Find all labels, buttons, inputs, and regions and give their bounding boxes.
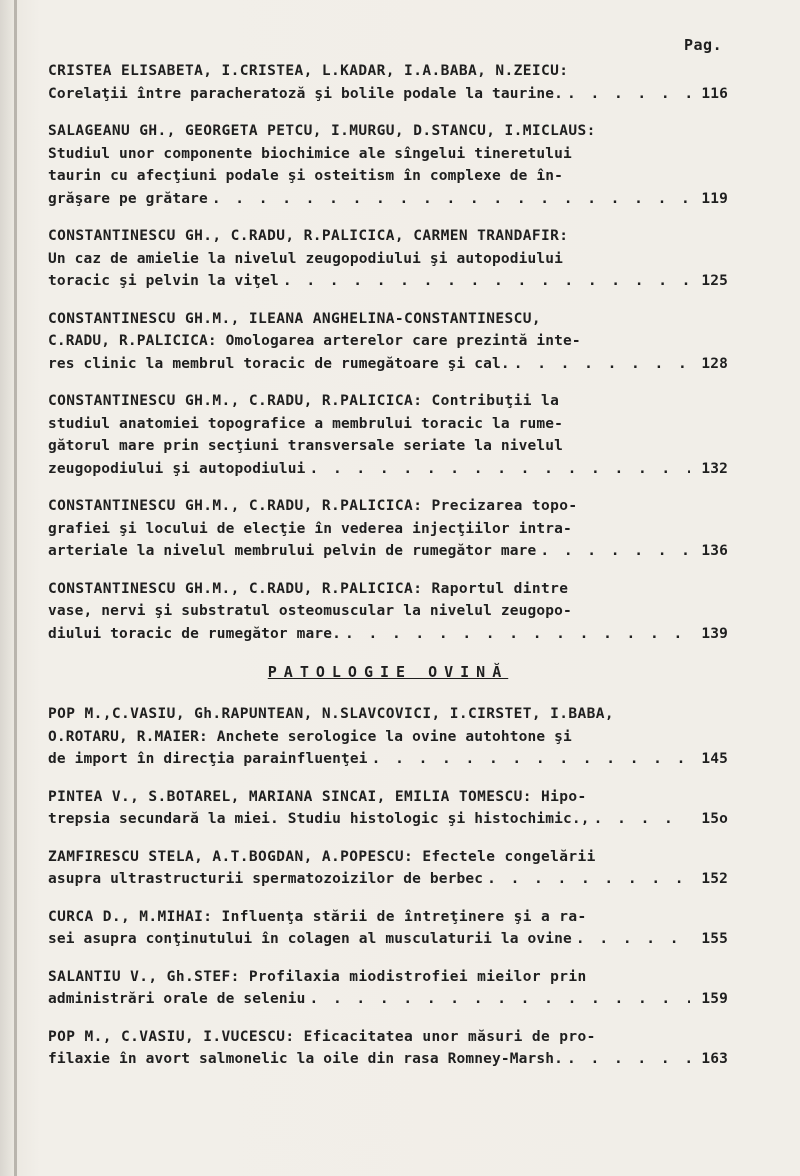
toc-entry-title-line: toracic şi pelvin la viţel	[48, 273, 279, 289]
toc-entry-authors: CRISTEA ELISABETA, I.CRISTEA, L.KADAR, I.A.BABA, N.ZEICU:	[48, 63, 569, 79]
toc-entry	[48, 308, 728, 376]
toc-entry-last-line	[48, 868, 728, 891]
dot-leader	[212, 188, 690, 211]
dot-leader	[567, 1048, 690, 1071]
toc-entry-authors: CONSTANTINESCU GH.M., ILEANA ANGHELINA-CONSTANTINESCU,	[48, 310, 542, 327]
toc-entry-title-line: studiul anatomiei topografice a membrului toracic la rume-	[48, 415, 564, 432]
toc-entry-title-line: taurin cu afecţiuni podale şi osteitism în complexe de în-	[48, 168, 564, 184]
toc-entry	[48, 786, 728, 831]
toc-entry-page-number: 163	[701, 1051, 728, 1067]
toc-entry-page-number: 136	[701, 543, 728, 559]
toc-entry-page-number: 145	[701, 751, 728, 767]
toc-entry-page-number: 139	[701, 625, 728, 642]
dot-leader	[487, 868, 690, 891]
toc-entry	[48, 225, 728, 293]
toc-entry-page-number: 152	[701, 871, 728, 887]
dot-leader	[594, 808, 690, 831]
toc-entry	[48, 906, 728, 951]
toc-entry-title-line: de import în direcţia parainfluenţei	[48, 751, 368, 767]
toc-entry-title-line: sei asupra conţinutului în colagen al musculaturii la ovine	[48, 931, 572, 947]
toc-entry-authors: ZAMFIRESCU STELA, A.T.BOGDAN, A.POPESCU: Efectele congelării	[48, 848, 596, 865]
toc-entry-last-line	[48, 928, 728, 951]
page-binding-edge	[14, 0, 17, 1176]
table-of-contents	[48, 60, 728, 1086]
toc-entry-title-line: grăşare pe grătare	[48, 190, 208, 207]
toc-entry-title-line: zeugopodiului şi autopodiului	[48, 460, 306, 477]
toc-entry-page-number: 15o	[701, 811, 728, 827]
toc-entry-last-line	[48, 623, 728, 646]
toc-entry-last-line	[48, 353, 728, 376]
section-heading: PATOLOGIE OVINĂ	[267, 663, 509, 681]
dot-leader	[310, 458, 690, 481]
toc-entry-authors: CURCA D., M.MIHAI: Influenţa stării de întreţinere şi a ra-	[48, 908, 587, 925]
dot-leader	[372, 748, 690, 771]
toc-entry-last-line	[48, 988, 728, 1011]
toc-entry-title-line: grafiei şi locului de elecţie în vederea injecţiilor intra-	[48, 520, 572, 537]
toc-entry-last-line	[48, 540, 728, 563]
toc-entry-authors: SALAGEANU GH., GEORGETA PETCU, I.MURGU, D.STANCU, I.MICLAUS:	[48, 123, 596, 139]
toc-entry-title-line: Corelaţii între paracheratoză şi bolile podale la taurine.	[48, 85, 564, 102]
toc-entry-authors: PINTEA V., S.BOTAREL, MARIANA SINCAI, EMILIA TOMESCU: Hipo-	[48, 788, 587, 805]
toc-entry-title-line: arteriale la nivelul membrului pelvin de rumegător mare	[48, 543, 537, 559]
toc-section-ovine	[48, 703, 728, 1071]
toc-entry-authors: CONSTANTINESCU GH.M., C.RADU, R.PALICICA: Contribuţii la	[48, 393, 560, 409]
toc-entry-page-number: 159	[701, 991, 728, 1007]
toc-entry	[48, 703, 728, 771]
toc-entry-last-line	[48, 808, 728, 831]
toc-entry-page-number: 125	[701, 273, 728, 289]
toc-entry-title-line: gătorul mare prin secţiuni transversale seriate la nivelul	[48, 438, 564, 454]
dot-leader	[514, 353, 690, 376]
dot-leader	[283, 270, 690, 293]
toc-entry-title-line: asupra ultrastructurii spermatozoizilor de berbec	[48, 871, 484, 887]
toc-entry-title-line: administrări orale de seleniu	[48, 991, 306, 1007]
toc-entry-page-number: 155	[701, 931, 728, 947]
toc-entry-page-number: 128	[701, 355, 728, 372]
toc-entry-authors: POP M., C.VASIU, I.VUCESCU: Eficacitatea unor măsuri de pro-	[48, 1028, 596, 1045]
toc-entry-authors: CONSTANTINESCU GH.M., C.RADU, R.PALICICA: Precizarea topo-	[48, 498, 578, 514]
toc-entry-title-line: filaxie în avort salmonelic la oile din rasa Romney-Marsh.	[48, 1051, 564, 1067]
toc-entry	[48, 846, 728, 891]
toc-entry-last-line	[48, 1048, 728, 1071]
toc-entry-page-number: 132	[701, 460, 728, 477]
dot-leader	[576, 928, 690, 951]
dot-leader	[540, 540, 690, 563]
toc-entry-authors: CONSTANTINESCU GH.M., C.RADU, R.PALICICA: Raportul dintre	[48, 580, 569, 597]
toc-entry-title-line: diului toracic de rumegător mare.	[48, 625, 342, 642]
toc-entry-authors: POP M.,C.VASIU, Gh.RAPUNTEAN, N.SLAVCOVICI, I.CIRSTET, I.BABA,	[48, 706, 615, 722]
toc-entry	[48, 495, 728, 563]
toc-entry-title-line: C.RADU, R.PALICICA: Omologarea arterelor care prezintă inte-	[48, 333, 581, 349]
page-column-label: Pag.	[684, 36, 723, 54]
toc-entry-authors: SALANTIU V., Gh.STEF: Profilaxia miodistrofiei mieilor prin	[48, 968, 587, 985]
toc-entry-title-line: vase, nervi şi substratul osteomuscular la nivelul zeugopo-	[48, 603, 572, 619]
dot-leader	[310, 988, 690, 1011]
toc-entry-title-line: trepsia secundară la miei. Studiu histologic şi histochimic.,	[48, 811, 590, 827]
dot-leader	[345, 623, 690, 646]
toc-entry-title-line: Un caz de amielie la nivelul zeugopodiului şi autopodiului	[48, 250, 564, 267]
toc-entry	[48, 966, 728, 1011]
toc-entry-last-line	[48, 83, 728, 106]
toc-entry-authors: CONSTANTINESCU GH., C.RADU, R.PALICICA, CARMEN TRANDAFIR:	[48, 228, 569, 244]
toc-section-bovine	[48, 60, 728, 645]
toc-entry-title-line: O.ROTARU, R.MAIER: Anchete serologice la ovine autohtone şi	[48, 728, 572, 745]
toc-entry-last-line	[48, 458, 728, 481]
toc-entry	[48, 578, 728, 646]
toc-entry	[48, 1026, 728, 1071]
toc-entry-page-number: 119	[701, 190, 728, 207]
dot-leader	[567, 83, 690, 106]
toc-entry	[48, 390, 728, 480]
toc-entry	[48, 120, 728, 210]
toc-entry-last-line	[48, 748, 728, 771]
toc-entry-title-line: Studiul unor componente biochimice ale sîngelui tineretului	[48, 145, 572, 162]
toc-entry-title-line: res clinic la membrul toracic de rumegătoare şi cal.	[48, 355, 510, 372]
toc-entry	[48, 60, 728, 105]
toc-entry-last-line	[48, 270, 728, 293]
toc-entry-page-number: 116	[701, 85, 728, 102]
toc-entry-last-line	[48, 188, 728, 211]
